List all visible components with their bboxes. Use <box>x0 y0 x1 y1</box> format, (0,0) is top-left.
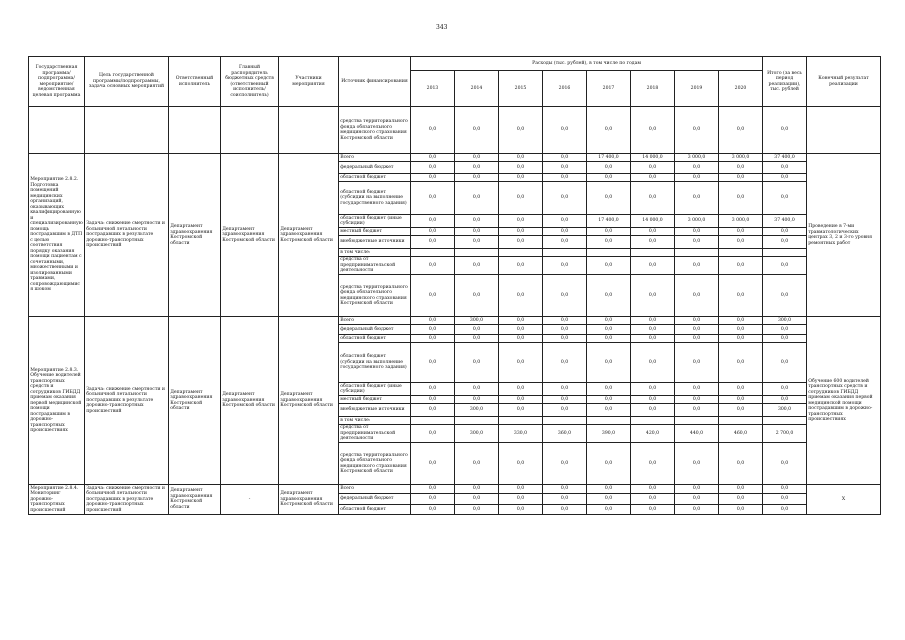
source-cell: областной бюджет <box>339 174 411 182</box>
value-cell: 0,0 <box>631 256 675 275</box>
value-cell: 14 000,0 <box>631 154 675 162</box>
value-cell <box>499 249 543 257</box>
goal-cell: Задача: снижение смертности и больничной летальности пострадавших в результате дорожно-транспортных происшествий <box>85 485 169 515</box>
empty-cell <box>279 107 339 154</box>
value-cell: 0,0 <box>455 154 499 162</box>
value-cell: 0,0 <box>543 485 587 494</box>
value-cell: 300,0 <box>763 317 807 325</box>
value-cell: 0,0 <box>675 107 719 154</box>
source-cell: внебюджетные источники <box>339 404 411 417</box>
expenses-table <box>28 56 881 515</box>
manager-cell: - <box>221 485 279 515</box>
value-cell: 0,0 <box>719 162 763 174</box>
header-result: Конечный результат реализации <box>807 57 881 107</box>
value-cell: 300,0 <box>455 404 499 417</box>
value-cell: 0,0 <box>587 325 631 335</box>
value-cell: 0,0 <box>411 215 455 228</box>
value-cell: 0,0 <box>411 383 455 396</box>
value-cell: 0,0 <box>763 275 807 317</box>
table-row <box>29 154 881 162</box>
goal-cell: Задача: снижение смертности и больничной летальности пострадавших в результате дорожно-транспортных происшествий <box>85 317 169 485</box>
value-cell: 0,0 <box>719 236 763 249</box>
value-cell <box>675 417 719 425</box>
value-cell: 0,0 <box>543 505 587 514</box>
value-cell: 330,0 <box>499 424 543 443</box>
value-cell: 0,0 <box>411 174 455 182</box>
value-cell: 0,0 <box>631 335 675 343</box>
value-cell: 0,0 <box>455 162 499 174</box>
value-cell: 300,0 <box>455 317 499 325</box>
value-cell: 0,0 <box>675 396 719 404</box>
value-cell: 0,0 <box>719 343 763 383</box>
value-cell: 0,0 <box>587 383 631 396</box>
value-cell: 0,0 <box>763 443 807 485</box>
value-cell: 0,0 <box>631 443 675 485</box>
source-cell: средства территориального фонда обязательного медицинского страхования Костромской области <box>339 443 411 485</box>
result-cell: Проведение в 7-ми травматологических центрах 3, 2 и 3-го уровня ремонтных работ <box>807 154 881 317</box>
value-cell: 0,0 <box>543 443 587 485</box>
value-cell: 0,0 <box>719 383 763 396</box>
source-cell: внебюджетные источники <box>339 236 411 249</box>
value-cell <box>719 417 763 425</box>
value-cell: 440,0 <box>675 424 719 443</box>
value-cell: 0,0 <box>763 162 807 174</box>
empty-cell <box>221 107 279 154</box>
value-cell: 0,0 <box>411 228 455 236</box>
value-cell: 0,0 <box>719 182 763 215</box>
value-cell: 300,0 <box>455 424 499 443</box>
header-program: Государственная программа/подпрограмма/ мероприятие/ ведомственная целевая программа <box>29 57 85 107</box>
manager-cell: Департамент здравоохранения Костромской области <box>221 317 279 485</box>
value-cell: 0,0 <box>675 443 719 485</box>
value-cell: 0,0 <box>587 182 631 215</box>
header-year: 2017 <box>587 71 631 107</box>
header-source: Источник финансирования <box>339 57 411 107</box>
value-cell: 0,0 <box>763 485 807 494</box>
value-cell: 0,0 <box>763 335 807 343</box>
value-cell: 0,0 <box>719 404 763 417</box>
value-cell: 0,0 <box>543 182 587 215</box>
value-cell <box>719 249 763 257</box>
source-cell: в том числе: <box>339 249 411 257</box>
value-cell: 0,0 <box>499 317 543 325</box>
header-year: 2013 <box>411 71 455 107</box>
value-cell: 0,0 <box>631 343 675 383</box>
value-cell: 460,0 <box>719 424 763 443</box>
value-cell: 2 700,0 <box>763 424 807 443</box>
value-cell: 0,0 <box>675 505 719 514</box>
value-cell: 0,0 <box>499 404 543 417</box>
value-cell: 0,0 <box>543 107 587 154</box>
source-cell: средства территориального фонда обязательного медицинского страхования Костромской области <box>339 107 411 154</box>
value-cell: 0,0 <box>499 228 543 236</box>
value-cell: 360,0 <box>543 424 587 443</box>
value-cell: 0,0 <box>455 396 499 404</box>
empty-cell <box>85 107 169 154</box>
value-cell: 0,0 <box>675 335 719 343</box>
result-cell: Обучение 600 водителей транспортных средств и сотрудников ГИБДД приемам оказания первой медицинской помощи пострадавшим в дорожно-транспортных происшествиях <box>807 317 881 485</box>
value-cell: 0,0 <box>455 107 499 154</box>
value-cell: 0,0 <box>411 335 455 343</box>
value-cell: 0,0 <box>455 325 499 335</box>
table-body <box>29 107 881 515</box>
value-cell: 0,0 <box>499 335 543 343</box>
value-cell: 0,0 <box>499 325 543 335</box>
value-cell <box>631 249 675 257</box>
value-cell: 0,0 <box>411 443 455 485</box>
value-cell: 0,0 <box>587 256 631 275</box>
value-cell: 0,0 <box>719 494 763 505</box>
source-cell: средства от предпринимательской деятельности <box>339 424 411 443</box>
value-cell: 0,0 <box>675 228 719 236</box>
value-cell: 0,0 <box>455 215 499 228</box>
value-cell: 0,0 <box>499 215 543 228</box>
value-cell: 0,0 <box>499 485 543 494</box>
value-cell: 0,0 <box>543 383 587 396</box>
value-cell: 0,0 <box>411 404 455 417</box>
value-cell: 0,0 <box>543 275 587 317</box>
value-cell <box>411 417 455 425</box>
value-cell <box>631 417 675 425</box>
value-cell: 0,0 <box>499 383 543 396</box>
value-cell: 0,0 <box>719 485 763 494</box>
value-cell: 0,0 <box>587 162 631 174</box>
header-year: 2018 <box>631 71 675 107</box>
value-cell: 0,0 <box>411 154 455 162</box>
source-cell: местный бюджет <box>339 396 411 404</box>
value-cell: 0,0 <box>763 396 807 404</box>
value-cell: 3 000,0 <box>719 154 763 162</box>
program-cell: Мероприятие 2.8.4. Мониторинг дорожно-транспортных происшествий <box>29 485 85 515</box>
value-cell: 0,0 <box>587 335 631 343</box>
source-cell: средства территориального фонда обязательного медицинского страхования Костромской области <box>339 275 411 317</box>
value-cell: 37 400,0 <box>763 215 807 228</box>
value-cell: 0,0 <box>587 494 631 505</box>
value-cell: 0,0 <box>499 275 543 317</box>
value-cell: 0,0 <box>411 343 455 383</box>
value-cell: 0,0 <box>587 236 631 249</box>
manager-cell: Департамент здравоохранения Костромской области <box>221 154 279 317</box>
header-goal: Цель государственной программы/подпрограммы, задача основных мероприятий <box>85 57 169 107</box>
header-year: 2020 <box>719 71 763 107</box>
value-cell: 0,0 <box>719 317 763 325</box>
source-cell: областной бюджет (субсидии на выполнение государственного задания) <box>339 182 411 215</box>
value-cell: 0,0 <box>499 182 543 215</box>
value-cell: 0,0 <box>719 174 763 182</box>
value-cell: 0,0 <box>719 275 763 317</box>
value-cell: 0,0 <box>411 107 455 154</box>
value-cell: 0,0 <box>543 154 587 162</box>
value-cell: 0,0 <box>719 505 763 514</box>
value-cell: 0,0 <box>675 174 719 182</box>
value-cell: 0,0 <box>411 275 455 317</box>
value-cell: 0,0 <box>675 317 719 325</box>
value-cell: 0,0 <box>455 343 499 383</box>
value-cell: 0,0 <box>675 494 719 505</box>
value-cell: 0,0 <box>499 236 543 249</box>
value-cell: 0,0 <box>763 494 807 505</box>
value-cell <box>455 417 499 425</box>
value-cell <box>455 249 499 257</box>
value-cell: 0,0 <box>719 228 763 236</box>
header-expenses: Расходы (тыс. рублей), в том числе по годам <box>411 57 763 71</box>
value-cell: 0,0 <box>587 396 631 404</box>
value-cell: 420,0 <box>631 424 675 443</box>
source-cell: местный бюджет <box>339 228 411 236</box>
value-cell <box>499 417 543 425</box>
value-cell: 0,0 <box>411 162 455 174</box>
value-cell: 0,0 <box>455 174 499 182</box>
value-cell: 0,0 <box>675 162 719 174</box>
value-cell: 0,0 <box>631 494 675 505</box>
page-number: 343 <box>436 24 448 31</box>
value-cell: 0,0 <box>543 174 587 182</box>
table-row <box>29 485 881 494</box>
value-cell: 0,0 <box>587 443 631 485</box>
value-cell: 0,0 <box>763 343 807 383</box>
value-cell: 0,0 <box>543 228 587 236</box>
value-cell: 0,0 <box>543 335 587 343</box>
empty-cell <box>169 107 221 154</box>
value-cell: 0,0 <box>499 162 543 174</box>
value-cell: 0,0 <box>763 228 807 236</box>
source-cell: Всего <box>339 154 411 162</box>
value-cell: 0,0 <box>411 317 455 325</box>
value-cell: 0,0 <box>543 396 587 404</box>
value-cell: 0,0 <box>411 325 455 335</box>
value-cell: 0,0 <box>587 485 631 494</box>
value-cell: 0,0 <box>543 317 587 325</box>
value-cell: 0,0 <box>763 107 807 154</box>
value-cell: 0,0 <box>719 325 763 335</box>
responsible-cell: Департамент здравоохранения Костромской области <box>169 317 221 485</box>
value-cell: 0,0 <box>499 343 543 383</box>
value-cell: 0,0 <box>631 404 675 417</box>
value-cell: 0,0 <box>587 228 631 236</box>
value-cell: 0,0 <box>719 256 763 275</box>
value-cell: 0,0 <box>411 505 455 514</box>
value-cell: 3 000,0 <box>675 215 719 228</box>
value-cell: 0,0 <box>455 505 499 514</box>
value-cell <box>543 249 587 257</box>
value-cell: 0,0 <box>411 236 455 249</box>
value-cell: 0,0 <box>499 396 543 404</box>
value-cell: 0,0 <box>455 335 499 343</box>
value-cell: 0,0 <box>543 236 587 249</box>
value-cell: 0,0 <box>631 325 675 335</box>
value-cell: 0,0 <box>631 505 675 514</box>
value-cell: 0,0 <box>455 494 499 505</box>
value-cell: 0,0 <box>631 236 675 249</box>
source-cell: областной бюджет (иные субсидии) <box>339 215 411 228</box>
source-cell: федеральный бюджет <box>339 494 411 505</box>
responsible-cell: Департамент здравоохранения Костромской области <box>169 485 221 515</box>
value-cell: 0,0 <box>543 325 587 335</box>
value-cell: 0,0 <box>763 505 807 514</box>
program-cell: Мероприятие 2.8.2. Подготовка помещений медицинских организаций, оказывающих квалифицированную и специализированную помощь пострадавшим в ДТП с целью соответствия порядку оказания помощи пациентам с сочетанными, множественными и изолированными травмами, сопровождающимися шоком <box>29 154 85 317</box>
header-year: 2016 <box>543 71 587 107</box>
value-cell: 0,0 <box>719 396 763 404</box>
value-cell: 3 000,0 <box>675 154 719 162</box>
header-responsible: Ответственный исполнитель <box>169 57 221 107</box>
value-cell: 0,0 <box>499 443 543 485</box>
participants-cell: Департамент здравоохранения Костромской области <box>279 485 339 515</box>
value-cell: 0,0 <box>411 182 455 215</box>
value-cell: 0,0 <box>455 228 499 236</box>
value-cell: 17 400,0 <box>587 154 631 162</box>
value-cell <box>763 417 807 425</box>
value-cell: 0,0 <box>543 494 587 505</box>
value-cell: 0,0 <box>455 236 499 249</box>
value-cell <box>763 249 807 257</box>
value-cell: 0,0 <box>675 325 719 335</box>
value-cell: 0,0 <box>455 182 499 215</box>
source-cell: областной бюджет <box>339 505 411 514</box>
empty-cell <box>807 107 881 154</box>
value-cell: 0,0 <box>455 275 499 317</box>
value-cell <box>587 249 631 257</box>
value-cell: 0,0 <box>631 396 675 404</box>
value-cell: 0,0 <box>543 162 587 174</box>
value-cell: 0,0 <box>763 325 807 335</box>
value-cell: 0,0 <box>675 383 719 396</box>
value-cell: 0,0 <box>411 424 455 443</box>
value-cell: 0,0 <box>543 343 587 383</box>
header-participants: Участники мероприятия <box>279 57 339 107</box>
value-cell: 0,0 <box>499 494 543 505</box>
value-cell: 0,0 <box>455 383 499 396</box>
value-cell: 0,0 <box>587 107 631 154</box>
empty-cell <box>29 107 85 154</box>
value-cell <box>411 249 455 257</box>
value-cell: 0,0 <box>675 275 719 317</box>
value-cell: 0,0 <box>763 236 807 249</box>
header-year: 2014 <box>455 71 499 107</box>
value-cell: 0,0 <box>631 275 675 317</box>
value-cell: 0,0 <box>411 494 455 505</box>
value-cell: 0,0 <box>675 343 719 383</box>
source-cell: Всего <box>339 317 411 325</box>
header-year: 2015 <box>499 71 543 107</box>
header-manager: Главный распорядитель бюджетных средств (ответственный исполнитель/ соисполнитель) <box>221 57 279 107</box>
value-cell: 390,0 <box>587 424 631 443</box>
value-cell <box>543 417 587 425</box>
source-cell: в том числе: <box>339 417 411 425</box>
table-header <box>29 57 881 107</box>
value-cell <box>675 249 719 257</box>
value-cell: 0,0 <box>499 154 543 162</box>
value-cell: 0,0 <box>631 485 675 494</box>
value-cell: 0,0 <box>631 162 675 174</box>
value-cell: 0,0 <box>675 236 719 249</box>
value-cell <box>587 417 631 425</box>
value-cell: 0,0 <box>631 182 675 215</box>
result-cell: Х <box>807 485 881 515</box>
table-row <box>29 317 881 325</box>
value-cell: 0,0 <box>719 443 763 485</box>
header-total: Итого (за весь период реализации), тыс. рублей <box>763 57 807 107</box>
value-cell: 0,0 <box>587 317 631 325</box>
value-cell: 0,0 <box>631 228 675 236</box>
value-cell: 0,0 <box>543 215 587 228</box>
goal-cell: Задача: снижение смертности и больничной летальности пострадавших в результате дорожно-транспортных происшествий <box>85 154 169 317</box>
value-cell: 0,0 <box>719 107 763 154</box>
participants-cell: Департамент здравоохранения Костромской области <box>279 317 339 485</box>
value-cell: 0,0 <box>587 275 631 317</box>
source-cell: федеральный бюджет <box>339 162 411 174</box>
value-cell: 0,0 <box>675 182 719 215</box>
value-cell: 0,0 <box>455 485 499 494</box>
value-cell: 0,0 <box>763 182 807 215</box>
value-cell: 0,0 <box>499 174 543 182</box>
value-cell: 0,0 <box>411 485 455 494</box>
value-cell: 300,0 <box>763 404 807 417</box>
participants-cell: Департамент здравоохранения Костромской области <box>279 154 339 317</box>
value-cell: 0,0 <box>499 505 543 514</box>
responsible-cell: Департамент здравоохранения Костромской области <box>169 154 221 317</box>
value-cell: 0,0 <box>499 256 543 275</box>
header-year: 2019 <box>675 71 719 107</box>
value-cell: 0,0 <box>675 404 719 417</box>
value-cell: 0,0 <box>675 485 719 494</box>
value-cell: 0,0 <box>763 174 807 182</box>
source-cell: областной бюджет <box>339 335 411 343</box>
value-cell: 0,0 <box>763 383 807 396</box>
source-cell: областной бюджет (иные субсидии) <box>339 383 411 396</box>
value-cell: 3 000,0 <box>719 215 763 228</box>
source-cell: федеральный бюджет <box>339 325 411 335</box>
value-cell: 0,0 <box>411 256 455 275</box>
value-cell: 14 000,0 <box>631 215 675 228</box>
value-cell: 0,0 <box>587 174 631 182</box>
value-cell: 17 400,0 <box>587 215 631 228</box>
source-cell: Всего <box>339 485 411 494</box>
value-cell: 37 400,0 <box>763 154 807 162</box>
value-cell: 0,0 <box>411 396 455 404</box>
value-cell: 0,0 <box>675 256 719 275</box>
value-cell: 0,0 <box>455 256 499 275</box>
value-cell: 0,0 <box>543 404 587 417</box>
value-cell: 0,0 <box>631 174 675 182</box>
value-cell: 0,0 <box>587 404 631 417</box>
program-cell: Мероприятие 2.8.3. Обучение водителей транспортных средств и сотрудников ГИБДД приемам оказания первой медицинской помощи пострадавшим в дорожно-транспортных происшествиях <box>29 317 85 485</box>
table-row <box>29 107 881 154</box>
source-cell: средства от предпринимательской деятельности <box>339 256 411 275</box>
value-cell: 0,0 <box>587 343 631 383</box>
value-cell: 0,0 <box>631 383 675 396</box>
value-cell: 0,0 <box>499 107 543 154</box>
value-cell: 0,0 <box>455 443 499 485</box>
value-cell: 0,0 <box>631 107 675 154</box>
value-cell: 0,0 <box>587 505 631 514</box>
value-cell: 0,0 <box>543 256 587 275</box>
source-cell: областной бюджет (субсидии на выполнение государственного задания) <box>339 343 411 383</box>
value-cell: 0,0 <box>719 335 763 343</box>
value-cell: 0,0 <box>763 256 807 275</box>
value-cell: 0,0 <box>631 317 675 325</box>
